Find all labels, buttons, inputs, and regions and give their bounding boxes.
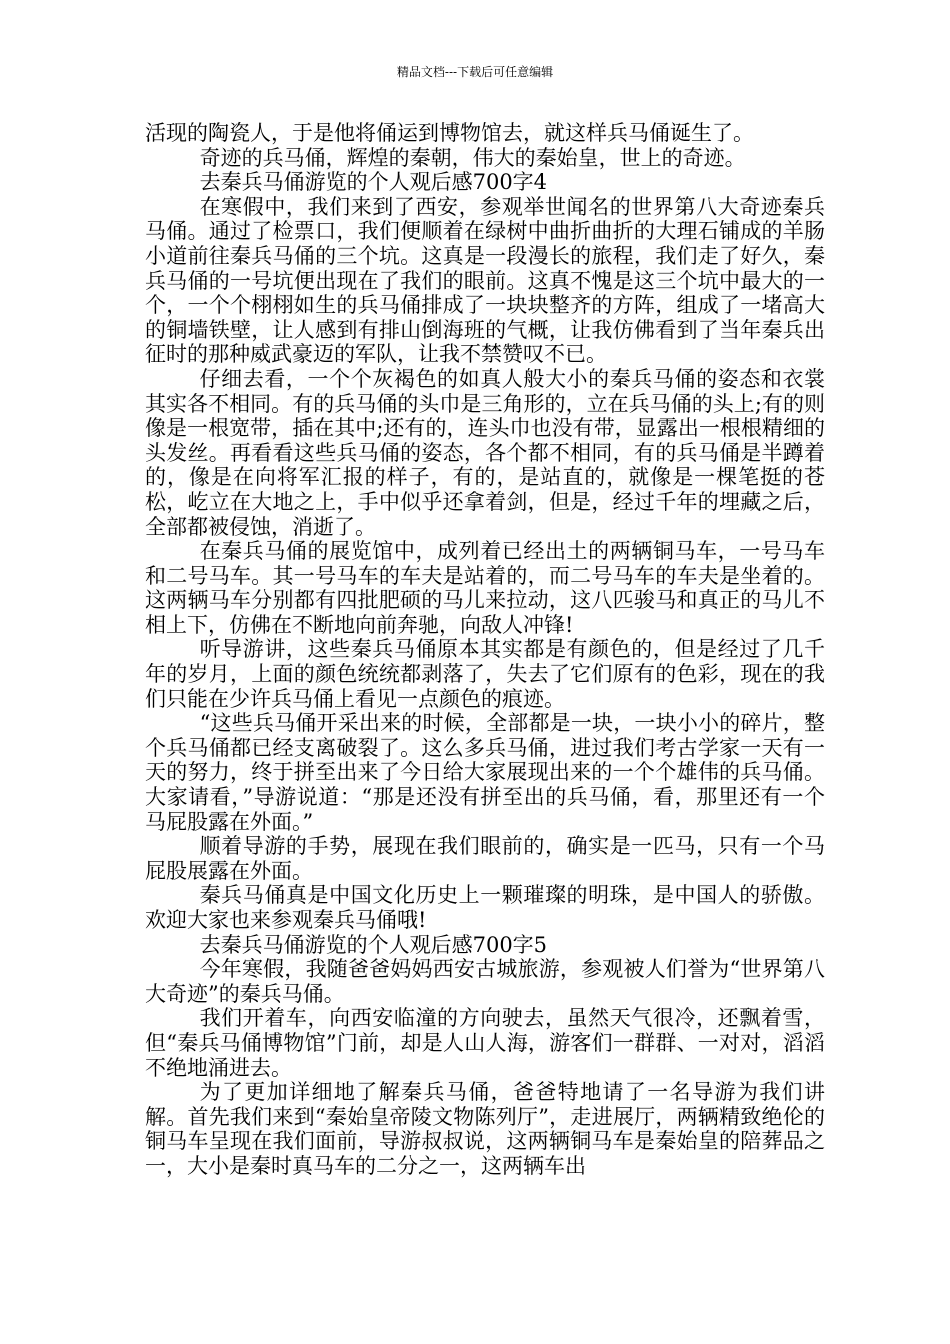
section-heading: 去秦兵马俑游览的个人观后感700字4 (199, 170, 548, 195)
article-body (145, 121, 825, 1179)
paragraph: 秦兵马俑真是中国文化历史上一颗璀璨的明珠，是中国人的骄傲。欢迎大家也来参观秦兵马俑哦! (145, 883, 825, 932)
section-heading: 去秦兵马俑游览的个人观后感700字5 (199, 932, 548, 957)
paragraph: 奇迹的兵马俑，辉煌的秦朝，伟大的秦始皇，世上的奇迹。 (199, 145, 746, 170)
paragraph: 顺着导游的手势，展现在我们眼前的，确实是一匹马，只有一个马屁股展露在外面。 (145, 834, 825, 883)
paragraph: 今年寒假，我随爸爸妈妈西安古城旅游，参观被人们誉为“世界第八大奇迹”的秦兵马俑。 (145, 957, 825, 1006)
paragraph: 活现的陶瓷人，于是他将俑运到博物馆去，就这样兵马俑诞生了。 (145, 121, 754, 145)
paragraph: 仔细去看，一个个灰褐色的如真人般大小的秦兵马俑的姿态和衣裳其实各不相同。有的兵马俑的头巾是三角形的，立在兵马俑的头上;有的则像是一根宽带，插在其中;还有的，连头巾也没有带，显露出一根根精细的头发丝。再看看这些兵马俑的姿态，各个都不相同，有的兵马俑是半蹲着的，像是在向将军汇报的样子，有的，是站直的，就像是一棵笔挺的苍松，屹立在大地之上，手中似乎还拿着剑，但是，经过千年的埋藏之后，全部都被侵蚀，消逝了。 (145, 366, 825, 539)
paragraph: 听导游讲，这些秦兵马俑原本其实都是有颜色的，但是经过了几千年的岁月，上面的颜色统统都剥落了，失去了它们原有的色彩，现在的我们只能在少许兵马俑上看见一点颜色的痕迹。 (145, 637, 825, 711)
paragraph: “这些兵马俑开采出来的时候，全部都是一块，一块小小的碎片，整个兵马俑都已经支离破裂了。这么多兵马俑，进过我们考古学家一天有一天的努力，终于拼至出来了今日给大家展现出来的一个个雄伟的兵马俑。大家请看，”导游说道：“那是还没有拼至出的兵马俑，看，那里还有一个马屁股露在外面。” (145, 711, 825, 834)
page-header: 精品文档---下载后可任意编辑 (396, 65, 554, 79)
paragraph: 在秦兵马俑的展览馆中，成列着已经出土的两辆铜马车，一号马车和二号马车。其一号马车的车夫是站着的，而二号马车的车夫是坐着的。这两辆马车分别都有四批肥硕的马儿来拉动，这八匹骏马和真正的马儿不相上下，仿佛在不断地向前奔驰，向敌人冲锋! (145, 539, 825, 637)
paragraph: 我们开着车，向西安临潼的方向驶去，虽然天气很冷，还飘着雪，但“秦兵马俑博物馆”门前，却是人山人海，游客们一群群、一对对，滔滔不绝地涌进去。 (145, 1006, 825, 1080)
paragraph: 为了更加详细地了解秦兵马俑，爸爸特地请了一名导游为我们讲解。首先我们来到“秦始皇帝陵文物陈列厅”，走进展厅，两辆精致绝伦的铜马车呈现在我们面前，导游叔叔说，这两辆铜马车是秦始皇的陪葬品之一，大小是秦时真马车的二分之一，这两辆车出 (145, 1080, 825, 1178)
paragraph: 在寒假中，我们来到了西安，参观举世闻名的世界第八大奇迹秦兵马俑。通过了检票口，我们便顺着在绿树中曲折曲折的大理石铺成的羊肠小道前往秦兵马俑的三个坑。这真是一段漫长的旅程，我们走了好久，秦兵马俑的一号坑便出现在了我们的眼前。这真不愧是这三个坑中最大的一个，一个个栩栩如生的兵马俑排成了一块块整齐的方阵，组成了一堵高大的铜墙铁壁，让人感到有排山倒海班的气概，让我仿佛看到了当年秦兵出征时的那种威武豪迈的军队，让我不禁赞叹不已。 (145, 194, 825, 367)
